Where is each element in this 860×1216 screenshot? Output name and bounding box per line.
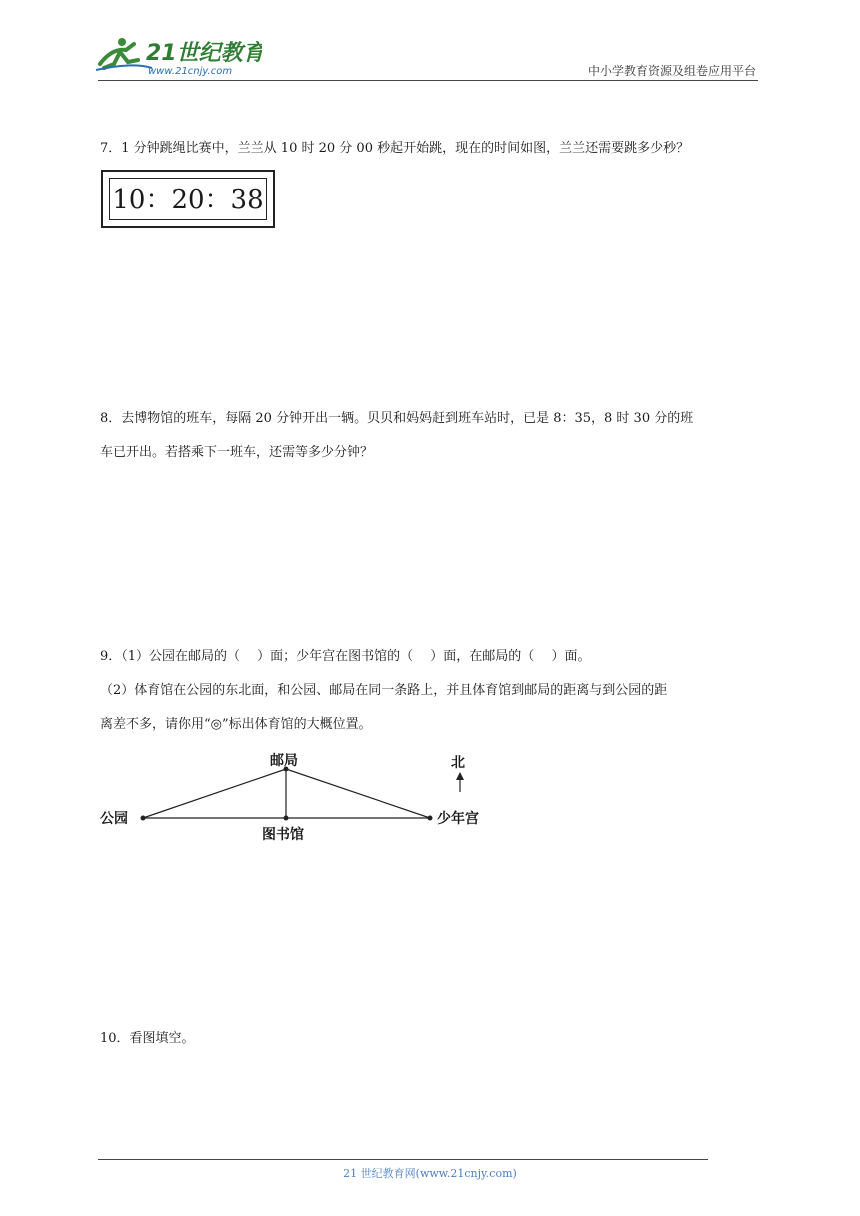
- map-label-post-office: 邮局: [270, 753, 298, 769]
- digital-clock: [101, 170, 275, 228]
- question-8-line-1: 8．去博物馆的班车，每隔 20 分钟开出一辆。贝贝和妈妈赶到班车站时，已是 8：35，8 时 30 分的班: [100, 411, 694, 426]
- map-label-library: 图书馆: [262, 827, 304, 843]
- youth-palace-point: [428, 816, 433, 821]
- question-10-text: 10．看图填空。: [100, 1031, 195, 1046]
- logo-url-text: www.21cnjy.com: [148, 66, 233, 77]
- map-label-youth-palace: 少年宫: [437, 811, 479, 827]
- library-point: [284, 816, 289, 821]
- footer-divider: [98, 1159, 708, 1160]
- map-diagram: [0, 740, 860, 850]
- header-divider: [98, 80, 758, 81]
- map-label-park: 公园: [100, 811, 128, 827]
- question-8-line-2: 车已开出。若搭乘下一班车，还需等多少分钟？: [100, 445, 374, 460]
- site-logo: [92, 34, 262, 78]
- north-arrowhead-icon: [456, 772, 464, 780]
- park-post-road: [143, 769, 286, 818]
- question-9-part-1: 9．（1）公园在邮局的（ ）面；少年宫在图书馆的（ ）面，在邮局的（ ）面。: [100, 649, 591, 664]
- runner-logo-icon: [92, 34, 262, 78]
- site-name: 中小学教育资源及组卷应用平台: [587, 64, 756, 78]
- post-youth-road: [286, 769, 430, 818]
- question-9-part-2-line-2: 离差不多，请你用“◎”标出体育馆的大概位置。: [100, 717, 372, 732]
- question-7-text: 7．1 分钟跳绳比赛中，兰兰从 10 时 20 分 00 秒起开始跳，现在的时间如图，兰兰还需要跳多少秒？: [100, 141, 690, 156]
- clock-display: 10：20：38: [109, 178, 267, 220]
- logo-text: 21世纪教育: [146, 41, 262, 66]
- footer-link[interactable]: 21 世纪教育网(www.21cnjy.com): [343, 1167, 517, 1180]
- map-label-north: 北: [451, 755, 465, 771]
- question-9-part-2-line-1: （2）体育馆在公园的东北面，和公园、邮局在同一条路上，并且体育馆到邮局的距离与到公园的距: [100, 683, 668, 698]
- park-point: [141, 816, 146, 821]
